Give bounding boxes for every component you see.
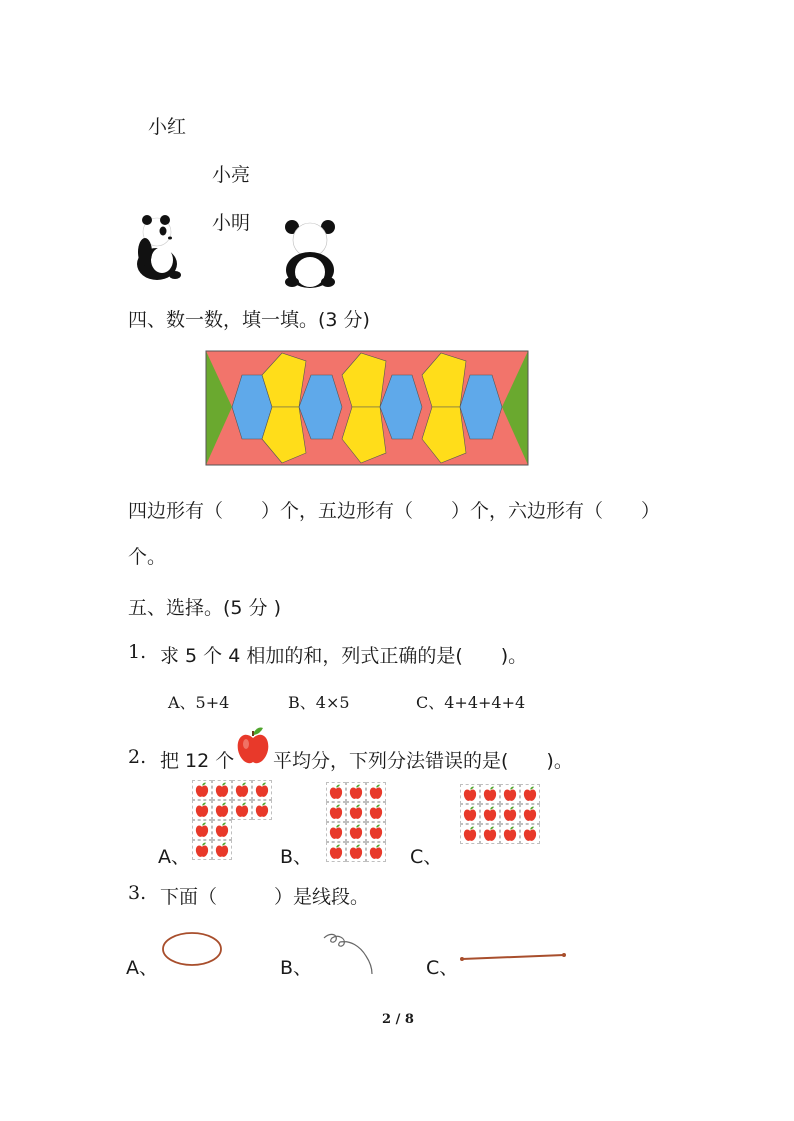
apple-cell — [366, 802, 386, 822]
apple-cell — [192, 820, 212, 840]
apple-cell — [346, 802, 366, 822]
apple-cell — [212, 840, 232, 860]
apple-icon — [215, 802, 229, 818]
apple-icon — [329, 844, 343, 860]
q3-option-b: B、 — [280, 957, 313, 979]
apple-icon — [463, 786, 477, 802]
closed-curve-icon — [160, 930, 224, 970]
apple-cell — [520, 824, 540, 844]
apple-cell — [326, 842, 346, 862]
q1-number: 1. — [128, 641, 147, 663]
q3-option-a: A、 — [126, 957, 158, 979]
empty-cell — [232, 820, 252, 840]
q2-option-a: A、 — [158, 846, 190, 868]
q1-option-a: A、5+4 — [168, 693, 230, 712]
section4-line2: 个。 — [128, 546, 167, 568]
apple-cell — [326, 822, 346, 842]
apple-icon — [235, 782, 249, 798]
apple-icon — [215, 822, 229, 838]
apple-icon — [369, 804, 383, 820]
apple-cell — [252, 800, 272, 820]
apple-cell — [500, 784, 520, 804]
apple-icon — [503, 806, 517, 822]
apple-icon — [369, 824, 383, 840]
apple-cell — [366, 782, 386, 802]
apple-icon — [463, 806, 477, 822]
section5-heading: 五、选择。(5 分 ) — [128, 597, 281, 619]
apple-icon — [523, 786, 537, 802]
name-xiaoliang: 小亮 — [212, 164, 251, 186]
q3-option-c: C、 — [426, 957, 459, 979]
q3-number: 3. — [128, 882, 147, 904]
line-segment-icon — [458, 950, 570, 964]
panda-back-icon — [282, 218, 338, 288]
apple-cell — [232, 800, 252, 820]
apple-cell — [192, 800, 212, 820]
apple-icon — [215, 842, 229, 858]
q2-text-after: 平均分，下列分法错误的是( )。 — [273, 750, 573, 772]
apple-grid-a — [192, 780, 272, 860]
panda-side-icon — [135, 212, 185, 282]
apple-cell — [252, 780, 272, 800]
apple-icon — [349, 784, 363, 800]
apple-icon — [483, 806, 497, 822]
apple-cell — [480, 804, 500, 824]
tiling-figure — [206, 351, 528, 465]
name-xiaohong: 小红 — [148, 116, 187, 138]
apple-icon — [329, 804, 343, 820]
apple-icon — [523, 826, 537, 842]
apple-cell — [520, 804, 540, 824]
apple-icon — [349, 804, 363, 820]
apple-icon — [255, 782, 269, 798]
apple-cell — [192, 780, 212, 800]
apple-icon — [369, 844, 383, 860]
apple-icon — [329, 784, 343, 800]
empty-cell — [252, 840, 272, 860]
empty-cell — [252, 820, 272, 840]
apple-icon — [463, 826, 477, 842]
apple-icon — [195, 802, 209, 818]
apple-cell — [460, 804, 480, 824]
apple-cell — [346, 782, 366, 802]
apple-icon — [195, 782, 209, 798]
apple-cell — [212, 800, 232, 820]
apple-cell — [480, 784, 500, 804]
apple-icon — [236, 726, 270, 766]
q2-number: 2. — [128, 746, 147, 768]
apple-cell — [460, 824, 480, 844]
apple-cell — [520, 784, 540, 804]
apple-icon — [255, 802, 269, 818]
apple-cell — [326, 782, 346, 802]
apple-cell — [346, 822, 366, 842]
page-number: 2 / 8 — [382, 1012, 414, 1027]
q3-text: 下面（ ）是线段。 — [160, 886, 370, 908]
apple-cell — [326, 802, 346, 822]
apple-icon — [483, 786, 497, 802]
apple-grid-b — [326, 782, 386, 862]
apple-cell — [232, 780, 252, 800]
apple-icon — [503, 786, 517, 802]
apple-icon — [523, 806, 537, 822]
apple-cell — [212, 820, 232, 840]
q2-option-b: B、 — [280, 846, 313, 868]
apple-cell — [480, 824, 500, 844]
apple-grid-c — [460, 784, 540, 844]
apple-cell — [500, 824, 520, 844]
apple-icon — [349, 824, 363, 840]
q2-option-c: C、 — [410, 846, 443, 868]
apple-icon — [349, 844, 363, 860]
apple-icon — [369, 784, 383, 800]
apple-cell — [346, 842, 366, 862]
apple-cell — [500, 804, 520, 824]
apple-icon — [235, 802, 249, 818]
name-xiaoming: 小明 — [212, 212, 251, 234]
apple-icon — [503, 826, 517, 842]
apple-icon — [483, 826, 497, 842]
curly-line-icon — [320, 930, 380, 978]
q1-text: 求 5 个 4 相加的和，列式正确的是( )。 — [160, 645, 528, 667]
section4-line1: 四边形有（ ）个，五边形有（ ）个，六边形有（ ） — [128, 500, 661, 522]
apple-cell — [192, 840, 212, 860]
section4-heading: 四、数一数，填一填。(3 分) — [128, 309, 370, 331]
apple-icon — [215, 782, 229, 798]
apple-icon — [329, 824, 343, 840]
q2-text-before: 把 12 个 — [160, 750, 235, 772]
apple-icon — [195, 822, 209, 838]
apple-cell — [460, 784, 480, 804]
apple-cell — [212, 780, 232, 800]
empty-cell — [232, 840, 252, 860]
apple-cell — [366, 822, 386, 842]
q1-option-b: B、4×5 — [288, 693, 350, 712]
q1-option-c: C、4+4+4+4 — [416, 693, 526, 712]
apple-cell — [366, 842, 386, 862]
apple-icon — [195, 842, 209, 858]
